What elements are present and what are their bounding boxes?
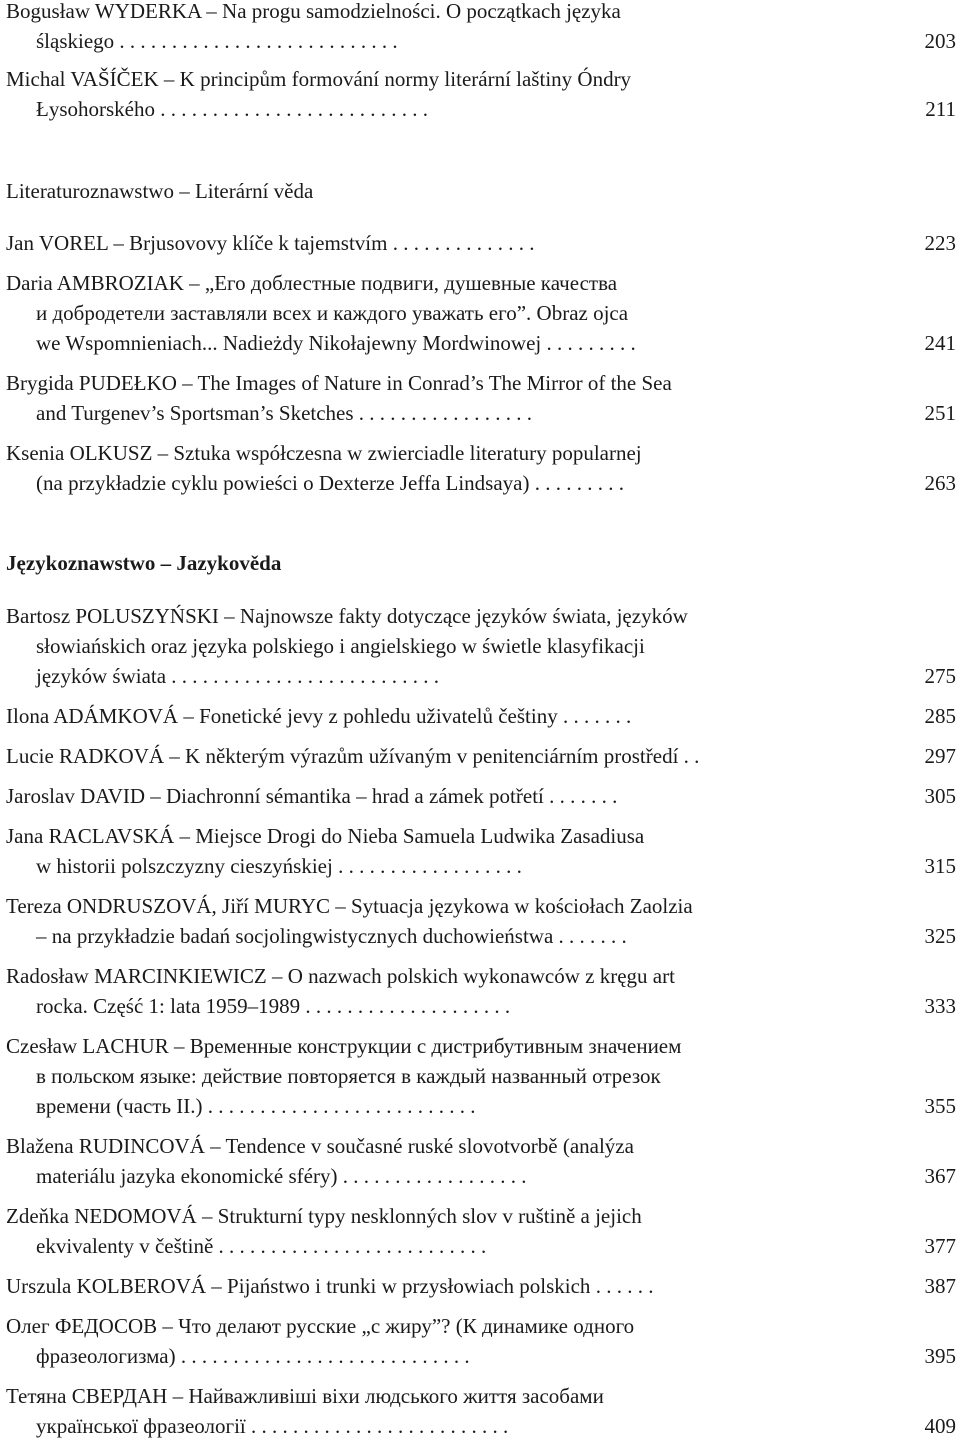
toc-entry-line: Тетяна СВЕРДАН – Найважливіші віхи людського життя засобами — [6, 1384, 604, 1408]
page-number: 285 — [924, 704, 956, 728]
toc-entry-line: słowiańskich oraz języka polskiego i angielskiego w świetle klasyfikacji — [36, 634, 645, 658]
page-number: 203 — [924, 29, 956, 53]
toc-entry-sverdan — [6, 1381, 956, 1441]
toc-entry-line: української фразеології . . . . . . . . . . . . . . . . . . . . . . . . . 409 — [6, 1411, 956, 1441]
page-number: 377 — [924, 1234, 956, 1258]
toc-entry-line: Jan VOREL – Brjusovovy klíče k tajemstvím . . . . . . . . . . . . . . 223 — [6, 228, 956, 258]
toc-entry-line: Tereza ONDRUSZOVÁ, Jiří MURYC – Sytuacja językowa w kościołach Zaolzia — [6, 894, 693, 918]
toc-entry-line: Ilona ADÁMKOVÁ – Fonetické jevy z pohledu uživatelů češtiny . . . . . . . 285 — [6, 701, 956, 731]
toc-entry-line: Ksenia OLKUSZ – Sztuka współczesna w zwierciadle literatury popularnej — [6, 441, 642, 465]
toc-entry-line: Urszula KOLBEROVÁ – Pijaństwo i trunki w przysłowiach polskich . . . . . . 387 — [6, 1271, 956, 1301]
toc-entry-line: в польском языке: действие повторяется в каждый названный отрезок — [36, 1064, 661, 1088]
toc-entry-line: Zdeňka NEDOMOVÁ – Strukturní typy nesklonných slov v ruštině a jejich — [6, 1204, 642, 1228]
toc-entry-line: śląskiego . . . . . . . . . . . . . . . . . . . . . . . . . . . 203 — [6, 26, 956, 56]
toc-entry-line: Bartosz POLUSZYŃSKI – Najnowsze fakty dotyczące języków świata, języków — [6, 604, 688, 628]
page-number: 333 — [924, 994, 956, 1018]
toc-entry-line: Jaroslav DAVID – Diachronní sémantika – hrad a zámek potřetí . . . . . . . 305 — [6, 781, 956, 811]
toc-entry-marcinkiewicz — [6, 961, 956, 1021]
toc-entry-line: Michal VAŠÍČEK – K principům formování normy literární laštiny Óndry — [6, 67, 632, 91]
toc-entry-olkusz — [6, 438, 956, 498]
toc-entry-line: фразеологизма) . . . . . . . . . . . . . . . . . . . . . . . . . . . . 395 — [6, 1341, 956, 1371]
toc-entry-line: materiálu jazyka ekonomické sféry) . . . . . . . . . . . . . . . . . . 367 — [6, 1161, 956, 1191]
toc-entry-line: Brygida PUDEŁKO – The Images of Nature in Conrad’s The Mirror of the Sea — [6, 371, 672, 395]
toc-entry-line: rocka. Część 1: lata 1959–1989 . . . . . . . . . . . . . . . . . . . . 333 — [6, 991, 956, 1021]
toc-entry-line: Jana RACLAVSKÁ – Miejsce Drogi do Nieba Samuela Ludwika Zasadiusa — [6, 824, 645, 848]
toc-entry-line: we Wspomnieniach... Nadieżdy Nikołajewny Mordwinowej . . . . . . . . . 241 — [6, 328, 956, 358]
page-number: 409 — [924, 1414, 956, 1438]
toc-entry-line: времени (часть II.) . . . . . . . . . . . . . . . . . . . . . . . . . . 355 — [6, 1091, 956, 1121]
toc-entry-line: Bogusław WYDERKA – Na progu samodzielności. O początkach języka — [6, 0, 621, 23]
toc-entry-line: Daria AMBROZIAK – „Его доблестные подвиги, душевные качества — [6, 271, 618, 295]
toc-entry-raclavska — [6, 821, 956, 881]
toc-entry-poluszynski — [6, 601, 956, 691]
toc-entry-line: Radosław MARCINKIEWICZ – O nazwach polskich wykonawców z kręgu art — [6, 964, 675, 988]
page-number: 305 — [924, 784, 956, 808]
page-number: 241 — [924, 331, 956, 355]
page-number: 263 — [924, 471, 956, 495]
toc-entry-radkova — [6, 741, 956, 771]
toc-entry-lachur — [6, 1031, 956, 1121]
toc-entry-line: и добродетели заставляли всех и каждого уважать его”. Obraz ojca — [36, 301, 629, 325]
toc-entry-line: w historii polszczyzny cieszyńskiej . . . . . . . . . . . . . . . . . . 315 — [6, 851, 956, 881]
toc-entry-ambroziak — [6, 268, 956, 358]
page-number: 367 — [924, 1164, 956, 1188]
toc-entry-line: and Turgenev’s Sportsman’s Sketches . . . . . . . . . . . . . . . . . 251 — [6, 398, 956, 428]
page-number: 355 — [924, 1094, 956, 1118]
toc-entry-line: Blažena RUDINCOVÁ – Tendence v současné ruské slovotvorbě (analýza — [6, 1134, 634, 1158]
page-number: 325 — [924, 924, 956, 948]
toc-entry-ondruszova — [6, 891, 956, 951]
toc-entry-line: (na przykładzie cyklu powieści o Dexterze Jeffa Lindsaya) . . . . . . . . . 263 — [6, 468, 956, 498]
toc-entry-line: języków świata . . . . . . . . . . . . . . . . . . . . . . . . . . 275 — [6, 661, 956, 691]
page-number: 395 — [924, 1344, 956, 1368]
page-number: 275 — [924, 664, 956, 688]
toc-entry-david — [6, 781, 956, 811]
toc-entry-line: Łysohorského . . . . . . . . . . . . . . . . . . . . . . . . . . 211 — [6, 94, 956, 124]
toc-entry-rudincova — [6, 1131, 956, 1191]
section-heading-linguistics: Językoznawstwo – Jazykověda — [6, 551, 282, 575]
toc-entry-kolberova — [6, 1271, 956, 1301]
toc-entry-line: ekvivalenty v češtině . . . . . . . . . . . . . . . . . . . . . . . . . . 377 — [6, 1231, 956, 1261]
toc-entry-line: Олег ФЕДОСОВ – Что делают русские „с жиру”? (К динамике одного — [6, 1314, 635, 1338]
page-number: 297 — [924, 744, 956, 768]
toc-entry-wyderka — [6, 0, 956, 56]
page-number: 387 — [924, 1274, 956, 1298]
toc-entry-adamkova — [6, 701, 956, 731]
toc-entry-vasicek — [6, 64, 956, 124]
section-heading-literature: Literaturoznawstwo – Literární věda — [6, 179, 314, 203]
toc-entry-fedosov — [6, 1311, 956, 1371]
toc-entry-pudelko — [6, 368, 956, 428]
page-number: 251 — [924, 401, 956, 425]
page-number: 315 — [924, 854, 956, 878]
page-number: 223 — [924, 231, 956, 255]
toc-entry-line: Czesław LACHUR – Временные конструкции с дистрибутивным значением — [6, 1034, 682, 1058]
toc-entry-vorel — [6, 228, 956, 258]
toc-entry-line: – na przykładzie badań socjolingwistycznych duchowieństwa . . . . . . . 325 — [6, 921, 956, 951]
toc-entry-nedomova — [6, 1201, 956, 1261]
toc-entry-line: Lucie RADKOVÁ – K některým výrazům užívaným v penitenciárním prostředí . . 297 — [6, 741, 956, 771]
page-number: 211 — [925, 97, 956, 121]
